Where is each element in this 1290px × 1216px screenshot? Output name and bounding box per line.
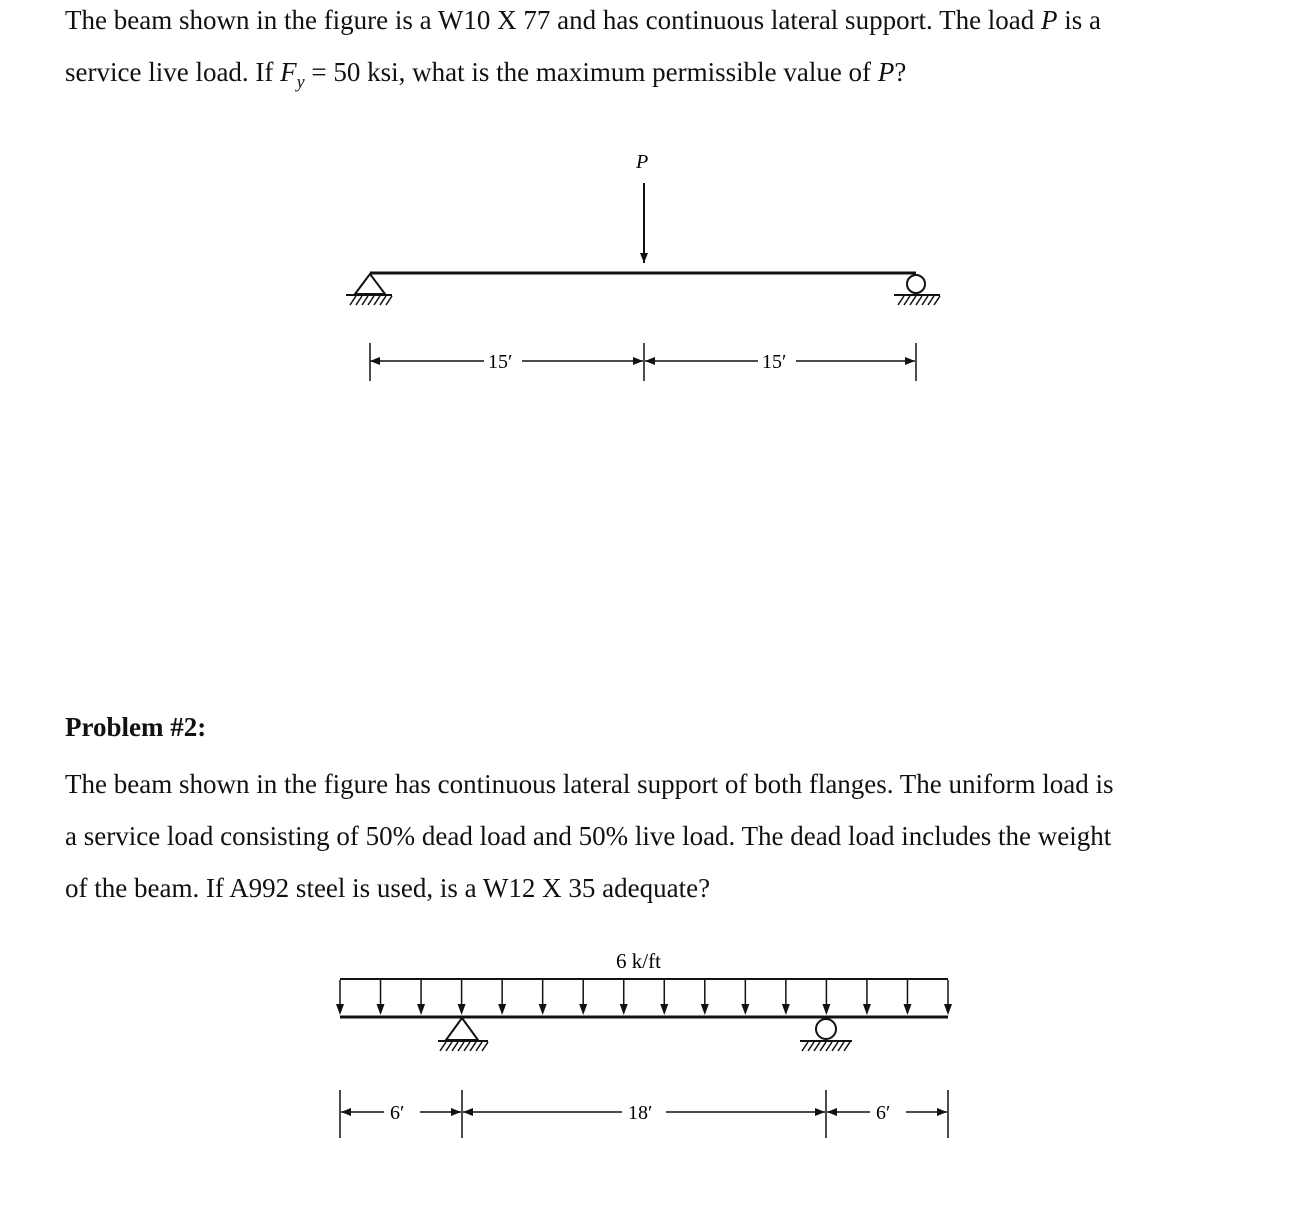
roller-support (894, 275, 940, 305)
figure1-simple-beam (0, 0, 1290, 420)
load-arrow-head (660, 1004, 668, 1015)
problem2-line2: a service load consisting of 50% dead load and 50% live load. The dead load includes the weight (65, 821, 1112, 851)
variable-f: F (280, 57, 297, 87)
roller-support (800, 1019, 852, 1051)
load-arrow-head (377, 1004, 385, 1015)
text-segment: service live load. If (65, 57, 281, 87)
dimension-lines (370, 343, 916, 381)
pin-support (346, 274, 392, 305)
problem2-heading: Problem #2: (65, 712, 207, 742)
span-right-label: 15′ (762, 351, 787, 373)
load-arrow-head (701, 1004, 709, 1015)
variable-p: P (877, 57, 895, 87)
load-p-label: P (636, 151, 649, 173)
text-segment: = 50 ksi, what is the maximum permissible value of (304, 57, 878, 87)
pin-support (438, 1018, 488, 1051)
variable-p: P (1041, 5, 1058, 35)
load-arrow-head (417, 1004, 425, 1015)
load-arrow-head (498, 1004, 506, 1015)
load-arrow-head (741, 1004, 749, 1015)
load-arrow-head (782, 1004, 790, 1015)
figure2-overhang-beam (0, 930, 1290, 1160)
load-arrow-head (458, 1004, 466, 1015)
text-segment: is a (1057, 5, 1102, 35)
load-arrow-head (822, 1004, 830, 1015)
text-segment: ? (894, 57, 907, 87)
dim-middle-label: 18′ (628, 1102, 653, 1124)
distributed-load-arrows (336, 980, 952, 1015)
problem2-text (65, 758, 1235, 914)
subscript-y: y (296, 71, 305, 92)
load-arrow-head (903, 1004, 911, 1015)
load-arrow-head (579, 1004, 587, 1015)
load-arrow-head (620, 1004, 628, 1015)
problem2-line3: of the beam. If A992 steel is used, is a W12 X 35 adequate? (65, 873, 711, 903)
span-left-label: 15′ (488, 351, 513, 373)
problem2-line1: The beam shown in the figure has continuous lateral support of both flanges. The uniform load is (65, 769, 1114, 799)
text-segment: The beam shown in the figure is a W10 X 77 and has continuous lateral support. The load (65, 5, 1042, 35)
load-arrow-head (863, 1004, 871, 1015)
load-arrow-head (336, 1004, 344, 1015)
uniform-load-label: 6 k/ft (616, 949, 661, 973)
dim-left-label: 6′ (390, 1102, 405, 1124)
dim-right-label: 6′ (876, 1102, 891, 1124)
load-arrow-head (944, 1004, 952, 1015)
load-arrow-head (539, 1004, 547, 1015)
